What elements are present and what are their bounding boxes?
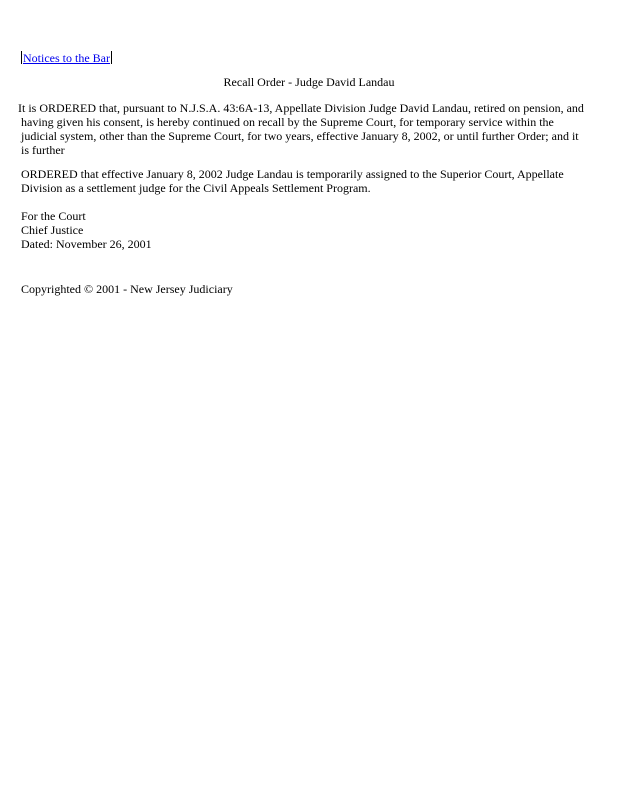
- paragraph-line: Division as a settlement judge for the Civil Appeals Settlement Program.: [21, 181, 371, 195]
- order-paragraph-2: [21, 167, 601, 195]
- paragraph-line: It is ORDERED that, pursuant to N.J.S.A. 43:6A-13, Appellate Division Judge David Landau, retired on pension, and: [18, 101, 584, 115]
- signature-block: [21, 209, 601, 251]
- paragraph-line: ORDERED that effective January 8, 2002 Judge Landau is temporarily assigned to the Superior Court, Appellate: [21, 167, 564, 181]
- copyright-notice: Copyrighted © 2001 - New Jersey Judiciary: [21, 282, 233, 296]
- nav-right-divider: [111, 51, 112, 64]
- notices-to-the-bar-link[interactable]: Notices to the Bar: [23, 51, 110, 65]
- page-title: Recall Order - Judge David Landau: [223, 75, 395, 89]
- order-paragraph-1: [18, 101, 598, 157]
- signature-for-the-court: For the Court: [21, 209, 86, 223]
- paragraph-line: having given his consent, is hereby continued on recall by the Supreme Court, for temporary service within the: [21, 115, 554, 129]
- signature-chief-justice: Chief Justice: [21, 223, 84, 237]
- nav-left-divider: [21, 51, 22, 64]
- breadcrumb-nav: [21, 51, 112, 65]
- signature-date: Dated: November 26, 2001: [21, 237, 152, 251]
- paragraph-line: judicial system, other than the Supreme Court, for two years, effective January 8, 2002, or until further Order; and it: [21, 129, 579, 143]
- paragraph-line: is further: [21, 143, 65, 157]
